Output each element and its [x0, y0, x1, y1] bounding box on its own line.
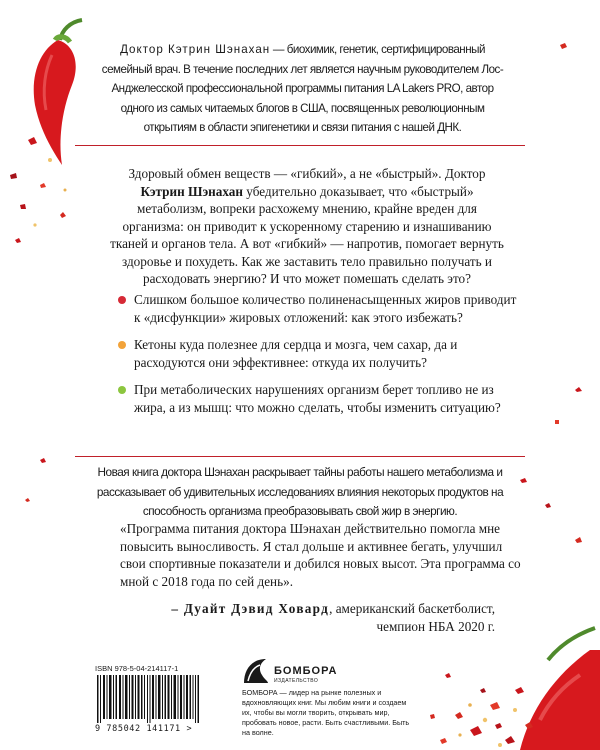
bullet-text: При метаболических нарушениях организм берет топливо не из жира, а из мышц: что можно сделать, чтобы изменить ситуацию?: [134, 382, 501, 415]
bullet-text: Слишком большое количество полиненасыщенных жиров приводит к «дисфункции» жировых отложений: как этого избежать?: [134, 292, 517, 325]
author-bio: [100, 40, 505, 138]
divider-bottom: [75, 456, 525, 457]
bullet-text: Кетоны куда полезнее для сердца и мозга, чем сахар, да и расходуются они эффективнее: откуда их получить?: [134, 337, 458, 370]
publisher-wave-icon: [242, 655, 270, 687]
bullet-dot-red: [118, 296, 126, 304]
bullet-item: [118, 381, 518, 416]
bullet-dot-orange: [118, 341, 126, 349]
bullet-item: [118, 336, 518, 371]
bullet-list: [118, 291, 518, 426]
description-part-2: убедительно доказывает, что «быстрый» метаболизм, вопреки расхожему мнению, крайне вреден для организма: он приводит к ускоренному старению и изнашиванию тканей и органов тела. А вот «гибкий» — напротив, помогает вернуть здоровье и похудеть. Как же заставить тело правильно получать и расходовать энергию? И что может помешать сделать это?: [110, 183, 504, 286]
testimonial-author: – Дуайт Дэвид Ховард: [171, 601, 330, 616]
testimonial-attribution: [110, 600, 495, 635]
publisher-subtitle: ИЗДАТЕЛЬСТВО: [274, 678, 319, 684]
isbn: ISBN 978-5-04-214117-1: [95, 664, 179, 673]
testimonial-quote: «Программа питания доктора Шэнахан действительно помогла мне повысить выносливость. Я стал дольше и активнее бегать, улучшил свои спортивные показатели и добился новых высот. Эта программа со мной с 2018 года по сей день».: [120, 521, 521, 589]
publisher-tagline: БОМБОРА — лидер на рынке полезных и вдохновляющих книг. Мы любим книги и создаем их, чтобы вы могли творить, открывать мир, пробовать новое, расти. Быть счастливыми. Быть на волне.: [242, 688, 410, 737]
divider-top: [75, 145, 525, 146]
bullet-item: [118, 291, 518, 326]
testimonial-role-2: чемпион НБА 2020 г.: [376, 618, 495, 634]
publisher-logo: [242, 655, 338, 692]
author-bio-name: Доктор Кэтрин Шэнахан: [120, 43, 271, 56]
promo-text: Новая книга доктора Шэнахан раскрывает тайны работы нашего метаболизма и рассказывает об удивительных исследованиях влияния некоторых продуктов на способность организма преобразовывать свой жир в энергию.: [96, 465, 504, 519]
testimonial-role: , американский баскетболист,: [329, 601, 495, 616]
bullet-dot-green: [118, 386, 126, 394]
publisher-name: БОМБОРА: [274, 665, 338, 677]
barcode-icon: [95, 675, 213, 723]
barcode-digits: 9 785042 141171 >: [95, 724, 193, 734]
book-description: [107, 165, 507, 288]
author-bio-text: — биохимик, генетик, сертифицированный семейный врач. В течение последних лет является научным руководителем Лос-Анджелесской профессиональной программы питания LA Lakers PRO, автор одного из самых читаемых блогов в США, посвященных революционным открытиям в области эпигенетики и связи питания с нашей ДНК.: [101, 43, 504, 135]
description-author-name: Кэтрин Шэнахан: [140, 183, 243, 199]
description-part-1: Здоровый обмен веществ — «гибкий», а не «быстрый». Доктор: [128, 166, 486, 181]
barcode-block: [95, 664, 215, 734]
